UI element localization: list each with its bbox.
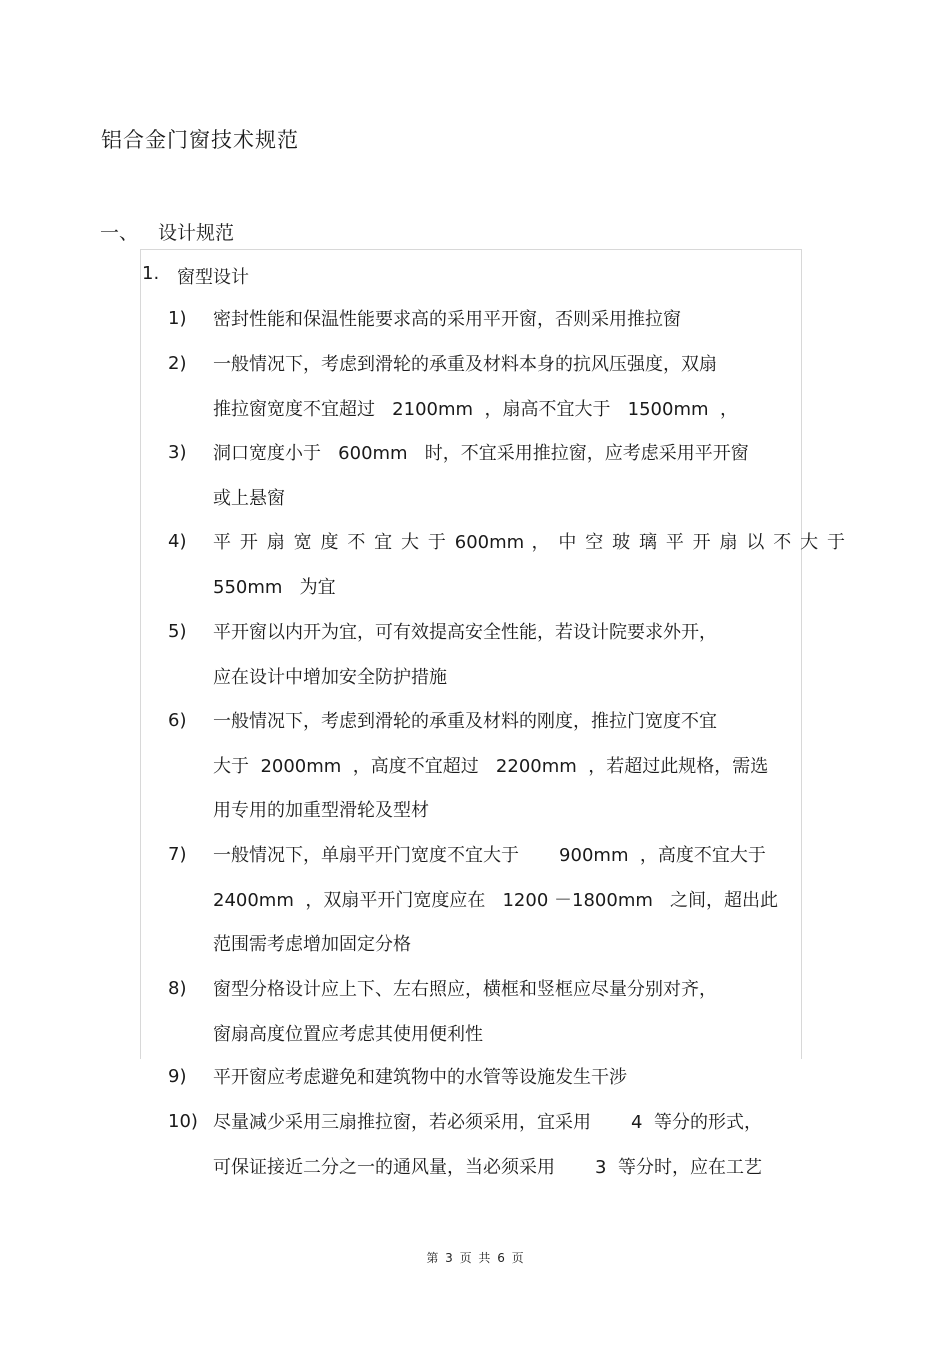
section-number: 一、 bbox=[100, 222, 139, 244]
list-item-line: 一般情况下，单扇平开门宽度不宜大于 900mm ，高度不宜大于 bbox=[213, 845, 766, 866]
list-item-line: 平 开 扇 宽 度 不 宜 大 于 600mm ， 中 空 玻 璃 平 开 扇 以 不 大 于 bbox=[213, 532, 845, 553]
list-item-line: 或上悬窗 bbox=[213, 487, 285, 509]
list-item-number: 4) bbox=[168, 531, 187, 552]
list-item-line: 应在设计中增加安全防护措施 bbox=[213, 666, 447, 688]
document-title: 铝合金门窗技术规范 bbox=[101, 128, 299, 152]
list-item-line: 一般情况下，考虑到滑轮的承重及材料的刚度，推拉门宽度不宜 bbox=[213, 711, 717, 732]
list-item-number: 8) bbox=[168, 978, 187, 999]
page-footer: 第 3 页 共 6 页 bbox=[426, 1251, 524, 1265]
list-item-number: 1) bbox=[168, 308, 187, 329]
list-item-line: 平开窗应考虑避免和建筑物中的水管等设施发生干涉 bbox=[213, 1067, 627, 1088]
list-item-number: 7) bbox=[168, 844, 187, 865]
list-item-line: 密封性能和保温性能要求高的采用平开窗，否则采用推拉窗 bbox=[213, 309, 681, 330]
subsection-title: 窗型设计 bbox=[177, 267, 249, 288]
list-item-line: 用专用的加重型滑轮及型材 bbox=[213, 800, 429, 822]
list-item-number: 9) bbox=[168, 1066, 187, 1087]
list-item-line: 洞口宽度小于 600mm 时，不宜采用推拉窗，应考虑采用平开窗 bbox=[213, 443, 749, 464]
list-item-number: 3) bbox=[168, 442, 187, 463]
list-item-number: 10) bbox=[168, 1111, 198, 1132]
list-item-line: 范围需考虑增加固定分格 bbox=[213, 934, 411, 956]
subsection-number: 1. bbox=[142, 263, 160, 284]
list-item-line: 可保证接近二分之一的通风量，当必须采用 3 等分时，应在工艺 bbox=[213, 1156, 762, 1178]
list-item-line: 尽量减少采用三扇推拉窗，若必须采用，宜采用 4 等分的形式， bbox=[213, 1112, 762, 1133]
list-item-number: 2) bbox=[168, 353, 187, 374]
list-item-number: 6) bbox=[168, 710, 187, 731]
list-item-line: 窗扇高度位置应考虑其使用便利性 bbox=[213, 1023, 483, 1045]
list-item-line: 一般情况下，考虑到滑轮的承重及材料本身的抗风压强度，双扇 bbox=[213, 354, 717, 375]
list-item-line: 大于 2000mm ，高度不宜超过 2200mm ，若超过此规格，需选 bbox=[213, 755, 769, 777]
list-item-line: 2400mm ，双扇平开门宽度应在 1200 －1800mm 之间，超出此 bbox=[213, 889, 779, 911]
section-title: 设计规范 bbox=[158, 222, 235, 244]
list-item-line: 平开窗以内开为宜，可有效提高安全性能，若设计院要求外开， bbox=[213, 622, 717, 643]
list-item-number: 5) bbox=[168, 621, 187, 642]
list-item-line: 550mm 为宜 bbox=[213, 576, 336, 598]
list-item-line: 窗型分格设计应上下、左右照应，横框和竖框应尽量分别对齐， bbox=[213, 979, 717, 1000]
list-item-line: 推拉窗宽度不宜超过 2100mm ，扇高不宜大于 1500mm ， bbox=[213, 398, 738, 420]
